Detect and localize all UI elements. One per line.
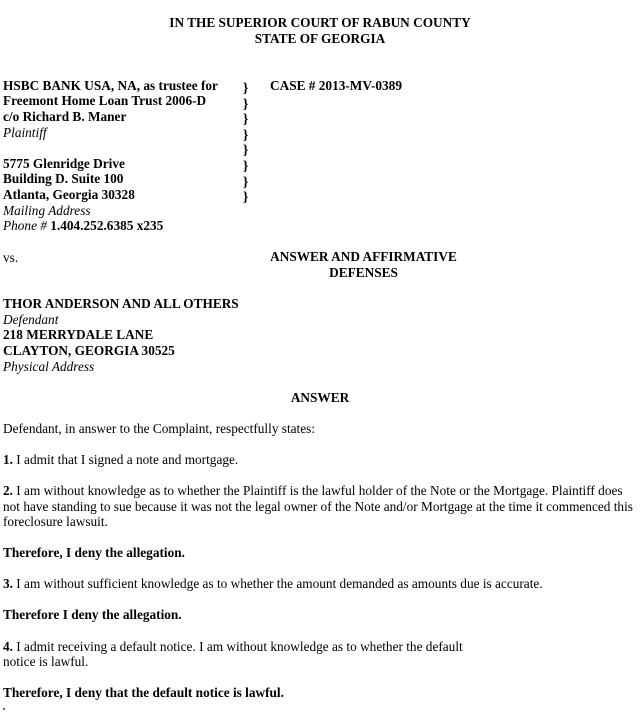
plaintiff-phone-line: [3, 218, 163, 234]
defendant-address-label: Physical Address: [3, 359, 95, 374]
item-text: I am without sufficient knowledge as to whether the amount demanded as amounts due is accurate.: [12, 576, 543, 591]
plaintiff-role: Plaintiff: [3, 125, 47, 140]
document-title-line-2: DEFENSES: [329, 265, 398, 280]
plaintiff-name-line-2: Freemont Home Loan Trust 2006-D: [3, 93, 207, 108]
court-state: STATE OF GEORGIA: [254, 31, 386, 46]
item-number: 2.: [3, 483, 13, 498]
answer-item-4-line-1: [3, 639, 463, 655]
conclusion-3: Therefore, I deny that the default notice is lawful.: [3, 685, 284, 700]
conclusion-2: Therefore I deny the allegation.: [3, 607, 182, 622]
document-title-line-1: ANSWER AND AFFIRMATIVE: [270, 249, 457, 264]
caption-braces: [243, 80, 253, 205]
plaintiff-address-line-1: 5775 Glenridge Drive: [3, 156, 125, 171]
plaintiff-address-label: Mailing Address: [3, 203, 91, 218]
brace: }: [243, 95, 249, 111]
case-number: CASE # 2013-MV-0389: [270, 78, 402, 93]
answer-item-3: [3, 576, 543, 592]
brace: }: [243, 157, 249, 173]
item-text: I admit receiving a default notice. I am without knowledge as to whether the default: [12, 639, 463, 654]
page-mark: [3, 708, 5, 710]
phone-number: 1.404.252.6385 x235: [50, 218, 164, 233]
brace: }: [243, 189, 249, 205]
brace: }: [243, 111, 249, 127]
brace: }: [243, 142, 249, 158]
item-number: 1.: [3, 452, 13, 467]
answer-item-1: [3, 452, 238, 468]
item-number: 4.: [3, 639, 13, 654]
answer-item-2: [3, 483, 639, 530]
item-text: I admit that I signed a note and mortgage.: [12, 452, 239, 467]
brace: }: [243, 126, 249, 142]
item-text: I am without knowledge as to whether the Plaintiff is the lawful holder of the Note or the Mortgage. Plaintiff does not have standing to sue because it was not the legal owner of the Note and/or Mortgage at the time it commenced this foreclosure lawsuit.: [3, 483, 633, 530]
plaintiff-name-line-1: HSBC BANK USA, NA, as trustee for: [3, 78, 218, 93]
defendant-address-line-1: 218 MERRYDALE LANE: [3, 327, 154, 342]
phone-label: Phone #: [3, 218, 47, 233]
conclusion-1: Therefore, I deny the allegation.: [3, 545, 185, 560]
section-heading: ANSWER: [290, 390, 350, 405]
plaintiff-address-line-2: Building D. Suite 100: [3, 171, 124, 186]
defendant-address-line-2: CLAYTON, GEORGIA 30525: [3, 343, 175, 358]
intro-paragraph: Defendant, in answer to the Complaint, respectfully states:: [3, 421, 316, 436]
court-name: IN THE SUPERIOR COURT OF RABUN COUNTY: [169, 15, 471, 30]
brace: }: [243, 80, 249, 95]
brace: }: [243, 173, 249, 189]
plaintiff-address-line-3: Atlanta, Georgia 30328: [3, 187, 135, 202]
plaintiff-name-line-3: c/o Richard B. Maner: [3, 109, 127, 124]
defendant-role: Defendant: [3, 312, 59, 327]
defendant-name: THOR ANDERSON AND ALL OTHERS: [3, 296, 239, 311]
item-number: 3.: [3, 576, 13, 591]
versus: vs.: [3, 250, 19, 265]
answer-item-4-line-2: notice is lawful.: [3, 654, 89, 669]
